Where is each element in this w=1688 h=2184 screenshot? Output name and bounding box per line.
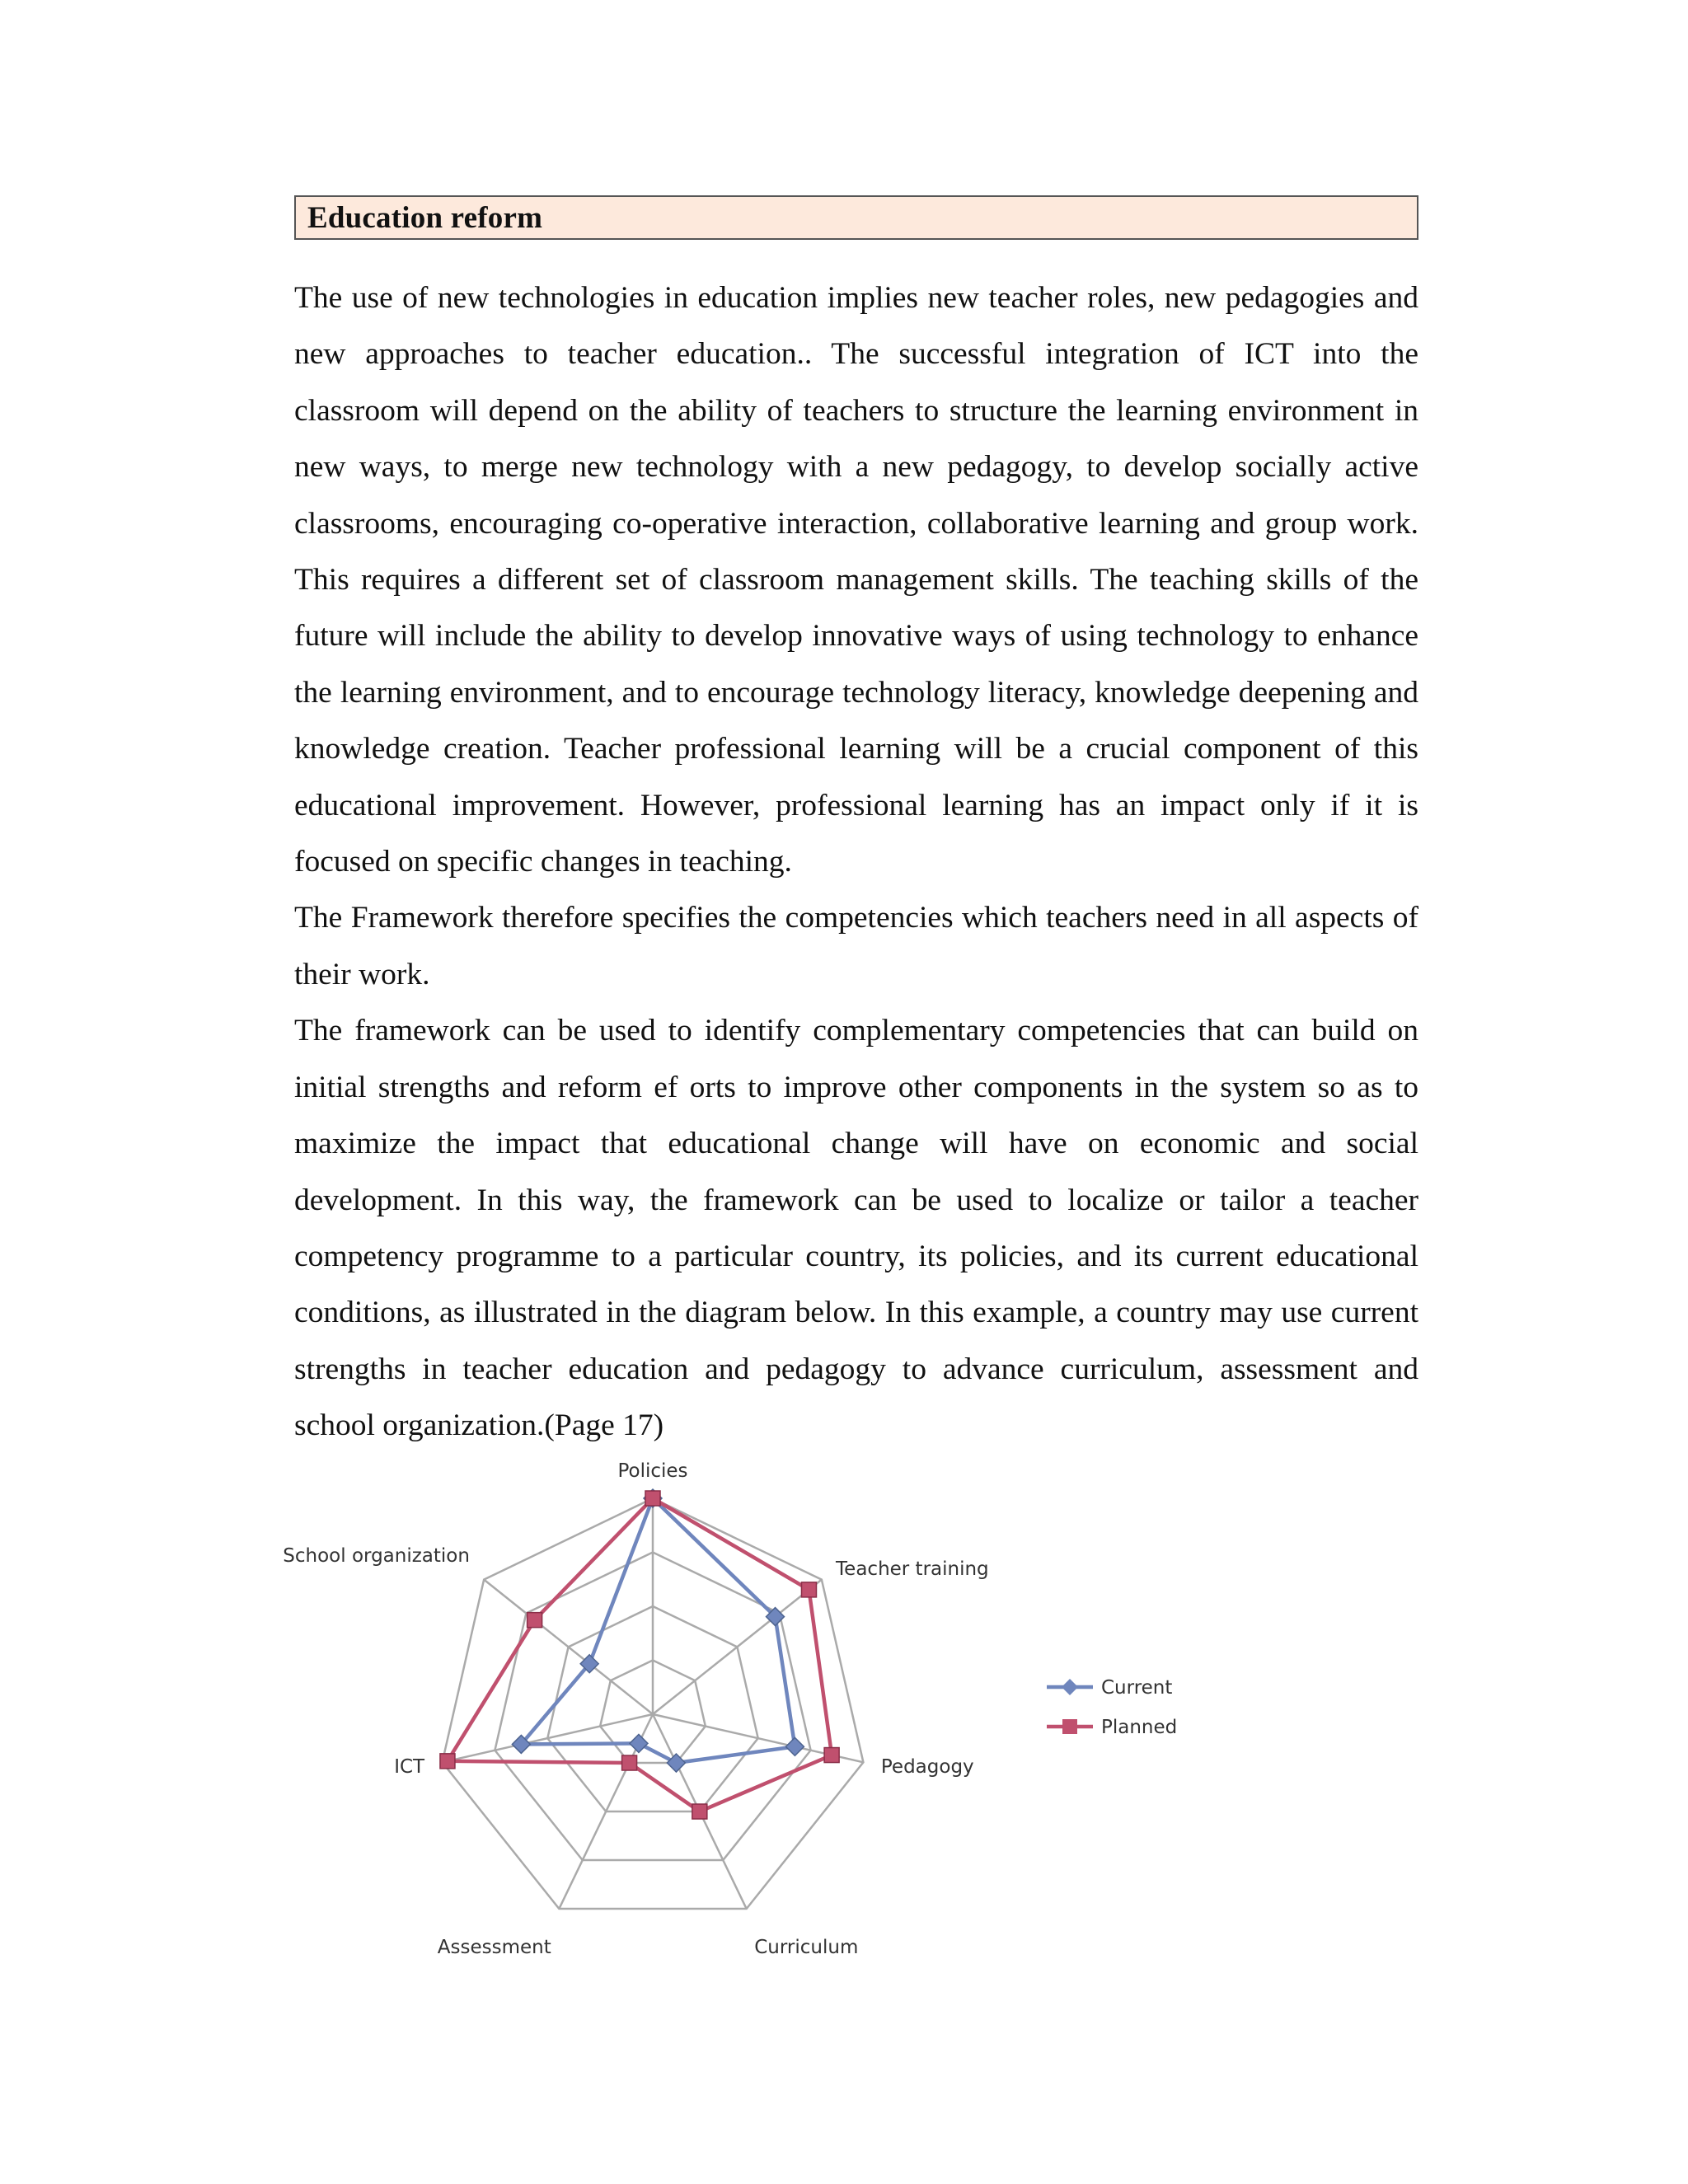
- axis-label-3: Curriculum: [754, 1936, 859, 1958]
- point-planned-1: [801, 1582, 816, 1597]
- legend-label-planned: Planned: [1101, 1717, 1178, 1738]
- point-current-2: [785, 1737, 804, 1755]
- point-planned-4: [622, 1755, 637, 1770]
- point-current-4: [630, 1734, 648, 1752]
- axis-label-4: Assessment: [437, 1936, 551, 1958]
- legend-marker-planned: [1062, 1719, 1077, 1734]
- paragraph-3: The framework can be used to identify complementary competencies that can build on initial strengths and reform ef orts to improve other components in the system so as to maximize the impact that educational change will have on economic and social development. In this way, the framework can be used to localize or tailor a teacher competency programme to a particular country, its policies, and its current educational conditions, as illustrated in the diagram below. In this example, a country may use current strengths in teacher education and pedagogy to advance curriculum, assessment and school organization.(Page 17): [294, 1014, 1418, 1443]
- radar-grid: [443, 1498, 864, 1909]
- point-planned-3: [692, 1804, 707, 1819]
- axis-label-6: School organization: [283, 1544, 470, 1567]
- radar-chart: [283, 1460, 1203, 1958]
- radar-axis-labels: [283, 1460, 988, 1958]
- paragraph-1: The use of new technologies in education implies new teacher roles, new pedagogies and new approaches to teacher education.. The successful integration of ICT into the classroom will depend on the ability of teachers to structure the learning environment in new ways, to merge new technology with a new pedagogy, to develop socially active classrooms, encouraging co-operative interaction, collaborative learning and group work. This requires a different set of classroom management skills. The teaching skills of the future will include the ability to develop innovative ways of using technology to enhance the learning environment, and to encourage technology literacy, knowledge deepening and knowledge creation. Teacher professional learning will be a crucial component of this educational improvement. However, professional learning has an impact only if it is focused on specific changes in teaching.: [294, 281, 1418, 879]
- section-title: Education reform: [307, 200, 543, 235]
- axis-label-1: Teacher training: [836, 1558, 989, 1580]
- point-planned-2: [824, 1748, 839, 1763]
- point-planned-6: [528, 1613, 542, 1628]
- point-planned-5: [440, 1754, 455, 1769]
- axis-label-5: ICT: [394, 1756, 425, 1779]
- axis-label-0: Policies: [617, 1460, 688, 1482]
- axis-label-2: Pedagogy: [880, 1756, 974, 1779]
- radar-legend: [1047, 1677, 1177, 1738]
- grid-spoke-1: [653, 1580, 822, 1714]
- point-planned-0: [645, 1491, 660, 1506]
- grid-spoke-6: [484, 1580, 653, 1714]
- body-text: [294, 270, 1418, 1455]
- paragraph-2: The Framework therefore specifies the competencies which teachers need in all aspects of their work.: [294, 901, 1418, 991]
- section-title-box: [294, 195, 1418, 240]
- legend-marker-current: [1062, 1679, 1078, 1695]
- legend-label-current: Current: [1101, 1677, 1173, 1699]
- radar-series: [440, 1489, 839, 1819]
